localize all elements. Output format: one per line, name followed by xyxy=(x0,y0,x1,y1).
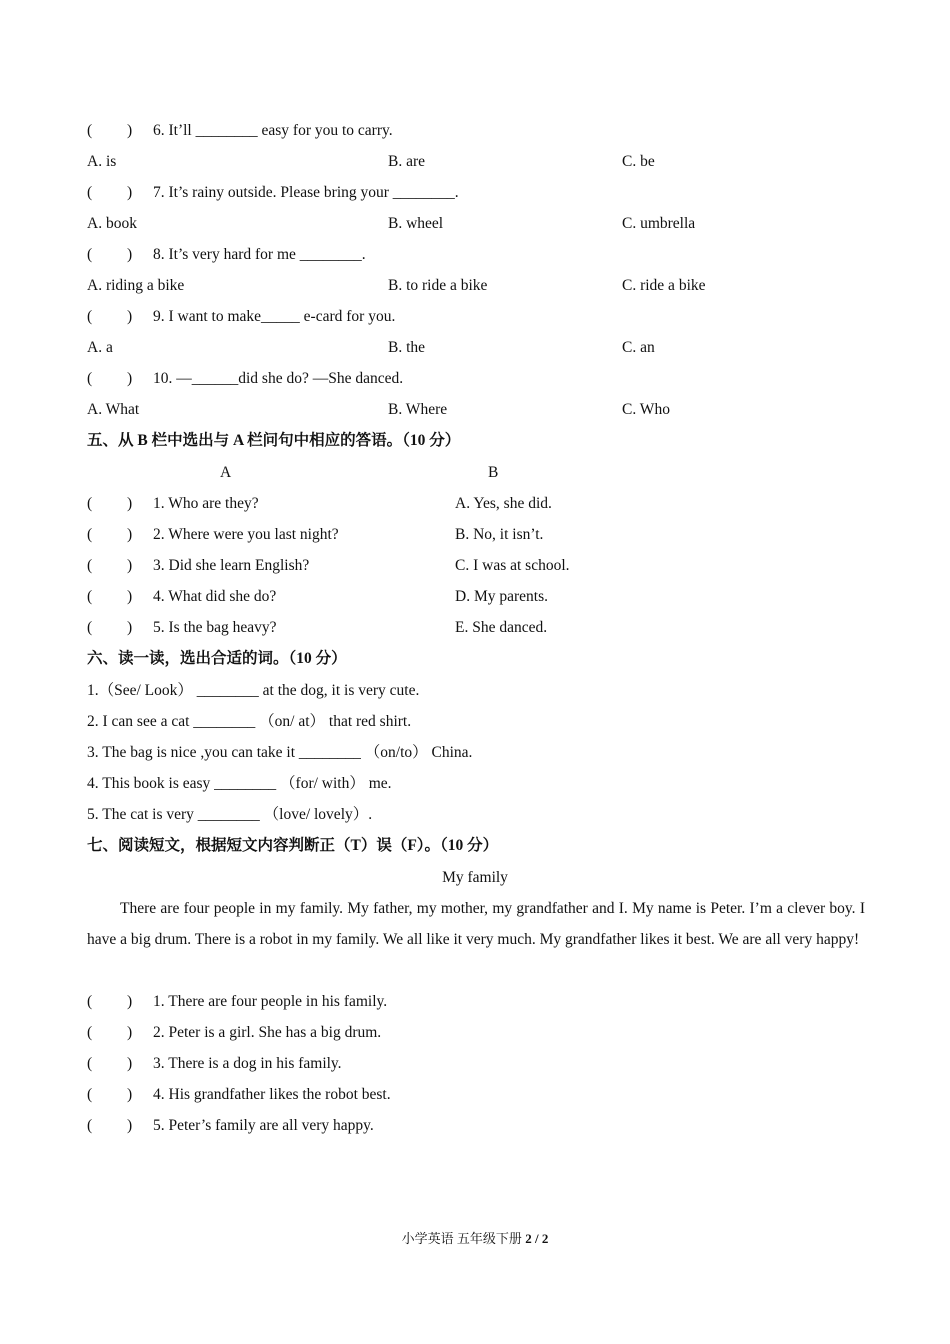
fill-item: 4. This book is easy ________ （for/ with） me. xyxy=(87,775,392,792)
mc-question-6: ( ) 6. It’ll ________ easy for you to carry. xyxy=(87,122,393,139)
mc-option-c: C. be xyxy=(622,153,655,170)
passage-title: My family xyxy=(442,869,508,886)
mc-question-9: ( ) 9. I want to make_____ e-card for you. xyxy=(87,308,396,325)
page-footer xyxy=(0,1229,950,1249)
match-question: ( ) 4. What did she do? xyxy=(87,588,277,605)
mc-question-10: ( ) 10. —______did she do? —She danced. xyxy=(87,370,404,387)
section6-heading: 六、读一读，选出合适的词。（10 分） xyxy=(87,650,347,667)
mc-question-8: ( ) 8. It’s very hard for me ________. xyxy=(87,246,366,263)
match-question: ( ) 2. Where were you last night? xyxy=(87,526,339,543)
page-number: 2 xyxy=(525,1231,532,1246)
tf-item: ( ) 1. There are four people in his family. xyxy=(87,993,388,1010)
match-answer: C. I was at school. xyxy=(455,557,570,574)
mc-option-c: C. ride a bike xyxy=(622,277,706,294)
tf-item: ( ) 4. His grandfather likes the robot best. xyxy=(87,1086,391,1103)
section5-heading: 五、从 B 栏中选出与 A 栏问句中相应的答语。（10 分） xyxy=(87,432,461,449)
column-a-label: A xyxy=(220,464,232,481)
mc-option-b: B. are xyxy=(388,153,426,170)
mc-option-b: B. to ride a bike xyxy=(388,277,488,294)
match-answer: A. Yes, she did. xyxy=(455,495,552,512)
mc-question-7: ( ) 7. It’s rainy outside. Please bring your ________. xyxy=(87,184,459,201)
footer-subject: 小学英语 五年级下册 xyxy=(401,1231,522,1246)
match-answer: B. No, it isn’t. xyxy=(455,526,544,543)
mc-option-c: C. an xyxy=(622,339,655,356)
tf-item: ( ) 2. Peter is a girl. She has a big drum. xyxy=(87,1024,382,1041)
column-b-label: B xyxy=(488,464,499,481)
section7-heading: 七、阅读短文，根据短文内容判断正（T）误（F）。（10 分） xyxy=(87,837,499,854)
match-answer: D. My parents. xyxy=(455,588,548,605)
fill-item: 2. I can see a cat ________ （on/ at） that red shirt. xyxy=(87,713,412,730)
match-question: ( ) 3. Did she learn English? xyxy=(87,557,310,574)
mc-option-c: C. umbrella xyxy=(622,215,696,232)
tf-item: ( ) 5. Peter’s family are all very happy. xyxy=(87,1117,374,1134)
mc-option-b: B. the xyxy=(388,339,426,356)
mc-option-a: A. riding a bike xyxy=(87,277,185,294)
fill-item: 3. The bag is nice ,you can take it ________ （on/to） China. xyxy=(87,744,473,761)
mc-option-b: B. wheel xyxy=(388,215,444,232)
mc-option-c: C. Who xyxy=(622,401,670,418)
page-total: 2 xyxy=(541,1231,549,1246)
mc-option-a: A. a xyxy=(87,339,113,356)
match-answer: E. She danced. xyxy=(455,619,548,636)
tf-item: ( ) 3. There is a dog in his family. xyxy=(87,1055,342,1072)
mc-option-a: A. What xyxy=(87,401,140,418)
page-separator: / xyxy=(531,1231,542,1246)
match-question: ( ) 1. Who are they? xyxy=(87,495,259,512)
match-question: ( ) 5. Is the bag heavy? xyxy=(87,619,277,636)
mc-option-a: A. book xyxy=(87,215,137,232)
fill-item: 5. The cat is very ________ （love/ lovely）. xyxy=(87,806,373,823)
mc-option-b: B. Where xyxy=(388,401,448,418)
fill-item: 1.（See/ Look） ________ at the dog, it is very cute. xyxy=(87,682,420,699)
passage-text: There are four people in my family. My father, my mother, my grandfather and I. My name is Peter. I’m a clever boy. I have a big drum. There is a robot in my family. We all like it very much. My grandfather likes it best. We are all very happy! xyxy=(87,900,865,948)
mc-option-a: A. is xyxy=(87,153,117,170)
